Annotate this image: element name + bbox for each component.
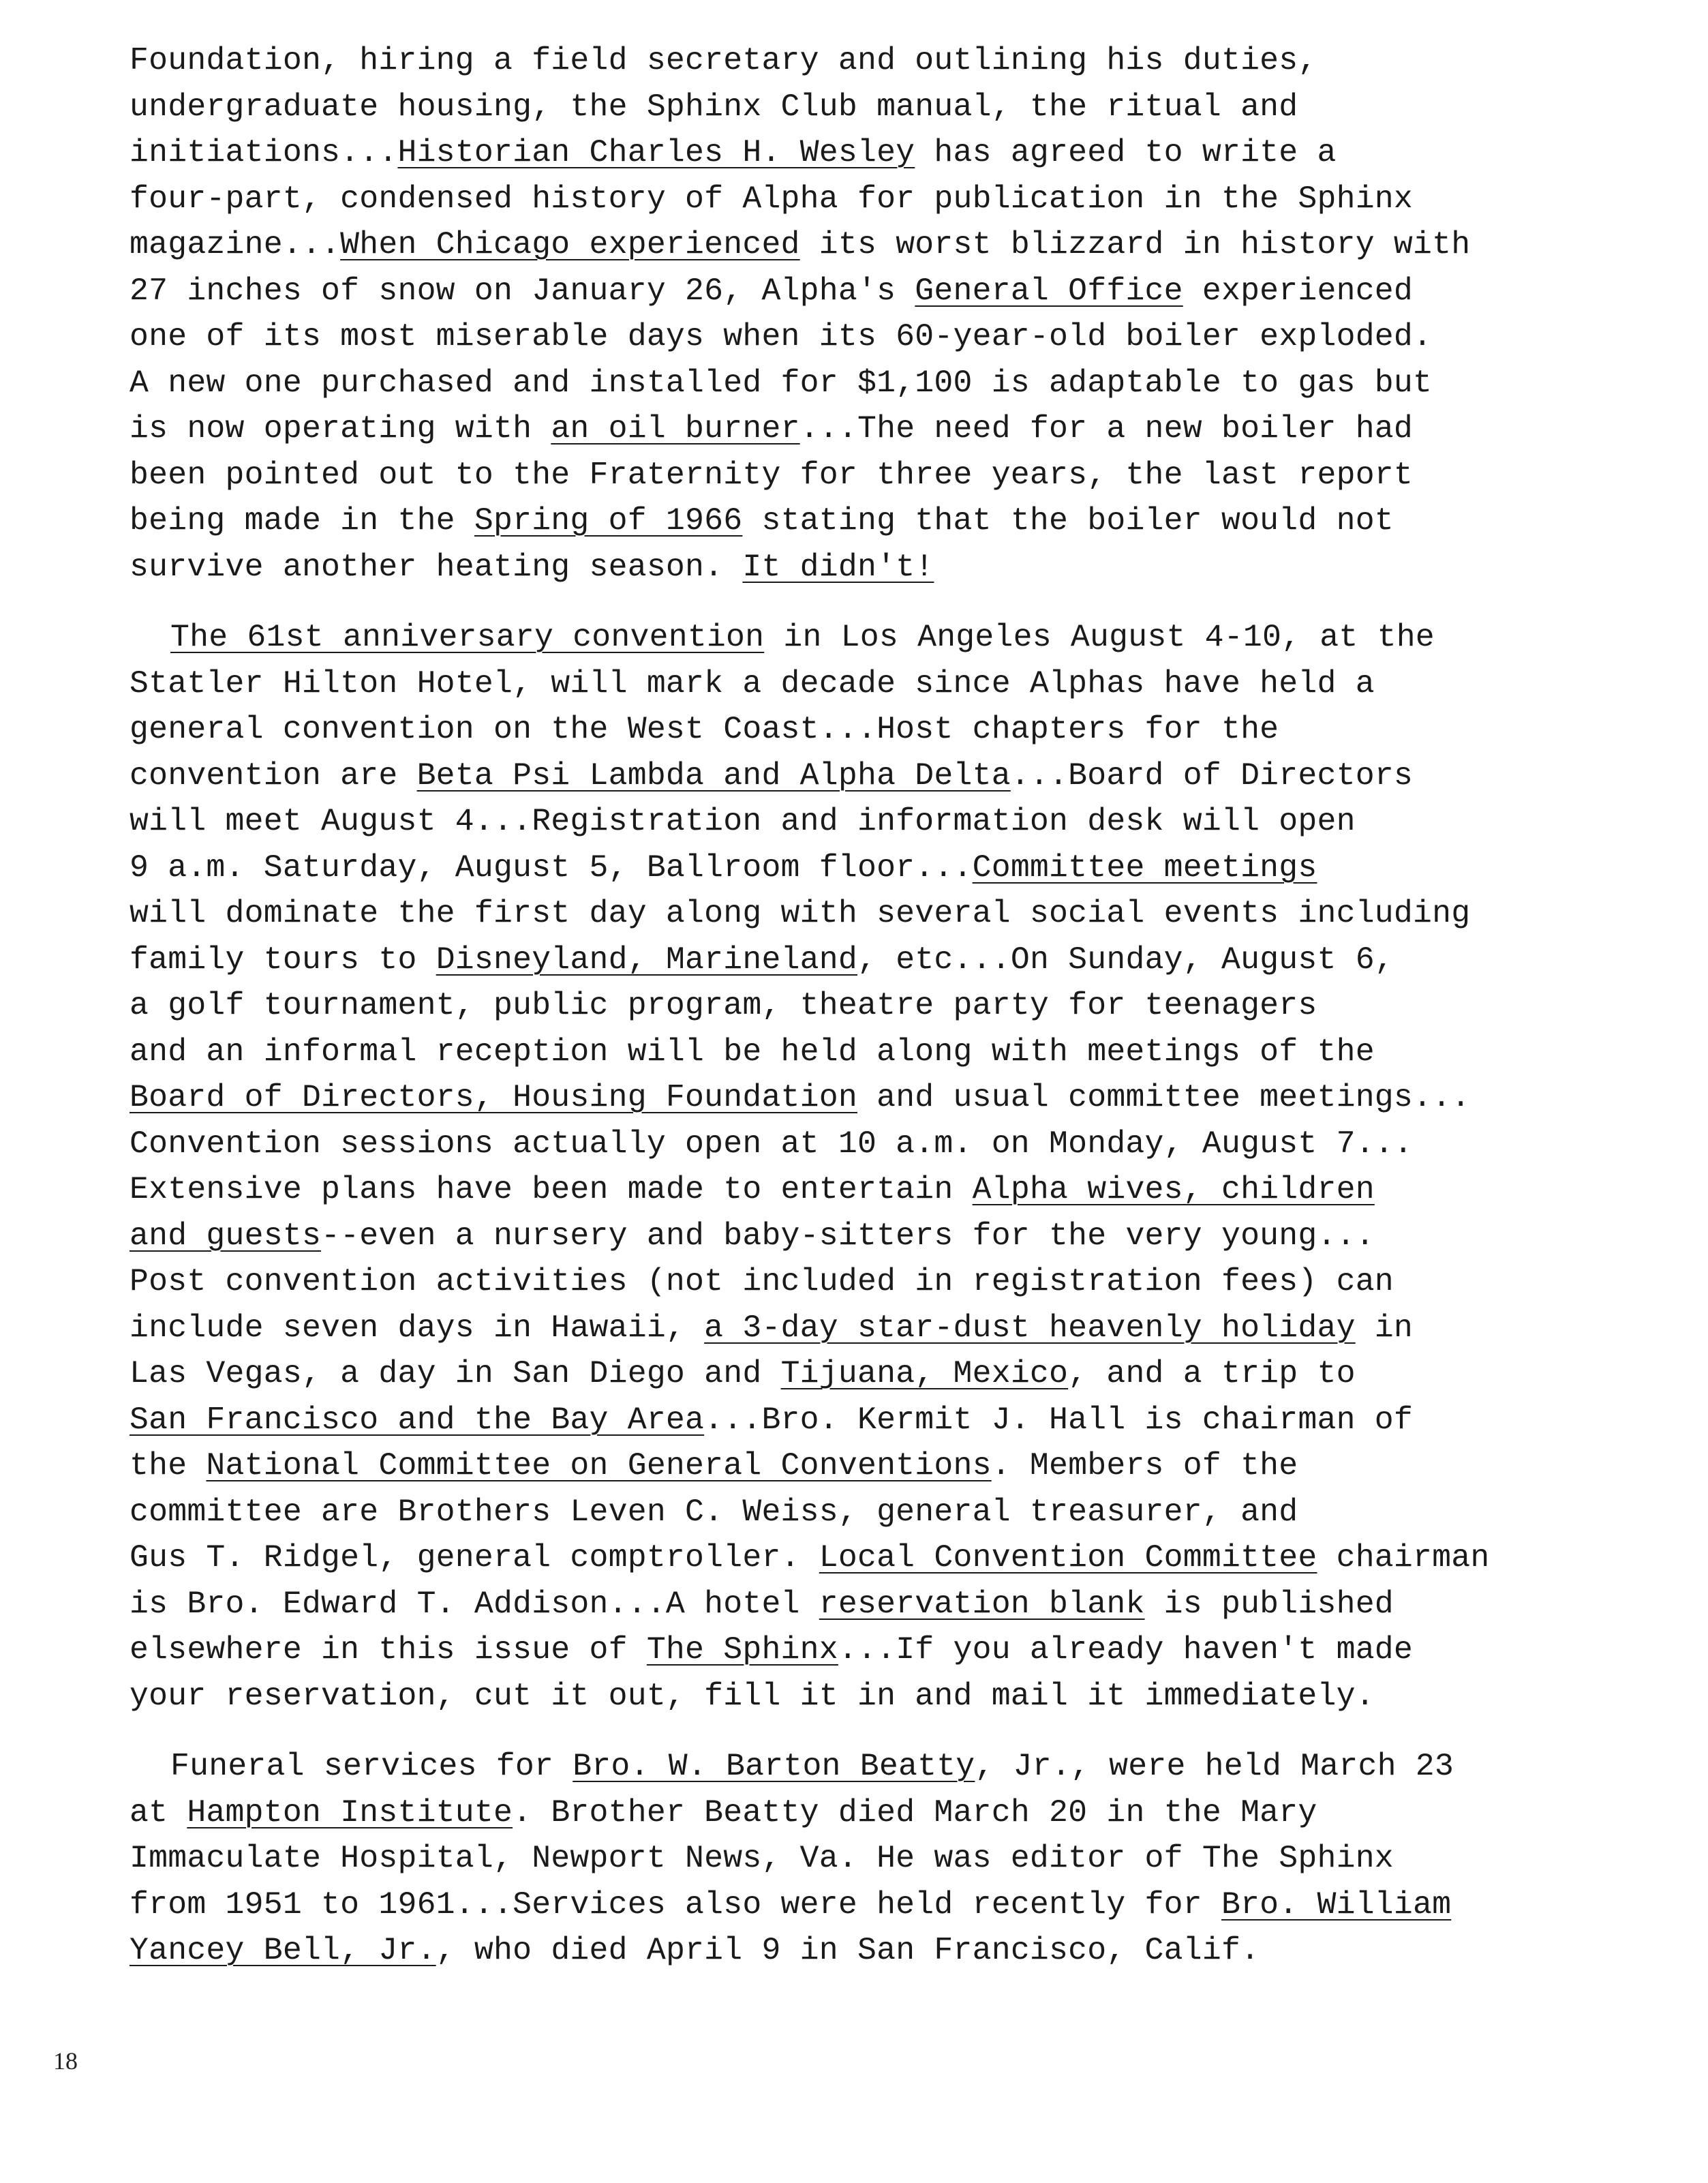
text-segment: ...Board of Directors	[1010, 757, 1414, 794]
underlined-text: Spring of 1966	[474, 502, 743, 539]
text-line	[129, 1166, 1588, 1213]
paragraph	[129, 614, 1588, 1719]
text-line	[129, 706, 1588, 753]
text-segment: Convention sessions actually open at 10 a.m. on Monday, August 7...	[129, 1125, 1414, 1162]
underlined-text: Historian Charles H. Wesley	[397, 134, 915, 170]
text-line	[129, 753, 1588, 799]
underlined-text: Hampton Institute	[187, 1794, 513, 1831]
text-segment: one of its most miserable days when its 60-year-old boiler exploded.	[129, 318, 1433, 355]
text-segment: Statler Hilton Hotel, will mark a decade since Alphas have held a	[129, 665, 1375, 702]
text-segment: in	[1355, 1309, 1414, 1346]
page-number: 18	[53, 2047, 78, 2075]
text-line	[129, 544, 1588, 590]
text-line	[129, 982, 1588, 1029]
paragraph	[129, 1743, 1588, 1974]
text-line	[129, 1213, 1588, 1259]
text-line	[129, 314, 1588, 360]
text-line	[129, 1581, 1588, 1627]
text-segment: being made in the	[129, 502, 474, 539]
text-segment: chairman	[1317, 1539, 1490, 1576]
underlined-text: National Committee on General Conventions	[206, 1447, 992, 1484]
text-line	[129, 1305, 1588, 1351]
text-segment: convention are	[129, 757, 417, 794]
text-segment: a golf tournament, public program, theatre party for teenagers	[129, 987, 1317, 1023]
text-segment: at	[129, 1794, 187, 1831]
text-line	[129, 1489, 1588, 1535]
text-segment: committee are Brothers Leven C. Weiss, general treasurer, and	[129, 1493, 1298, 1530]
underlined-text: Board of Directors, Housing Foundation	[129, 1079, 857, 1115]
underlined-text: Bro. W. Barton Beatty	[573, 1748, 975, 1784]
underlined-text: San Francisco and the Bay Area	[129, 1401, 705, 1438]
underlined-text: General Office	[915, 272, 1183, 309]
text-line	[129, 1397, 1588, 1443]
underlined-text: Local Convention Committee	[819, 1539, 1317, 1576]
underlined-text: Alpha wives, children	[972, 1171, 1375, 1207]
underlined-text: Tijuana, Mexico	[780, 1355, 1069, 1391]
text-segment: 9 a.m. Saturday, August 5, Ballroom floor...	[129, 849, 973, 886]
text-line	[129, 1835, 1588, 1882]
text-segment: elsewhere in this issue of	[129, 1631, 647, 1668]
text-line	[129, 130, 1588, 176]
underlined-text: The 61st anniversary convention	[170, 619, 765, 655]
text-line	[129, 1074, 1588, 1121]
text-segment: in Los Angeles August 4-10, at the	[764, 619, 1435, 655]
text-segment: survive another heating season.	[129, 548, 743, 585]
text-line	[129, 176, 1588, 222]
underlined-text: Committee meetings	[972, 849, 1317, 886]
text-line	[129, 1121, 1588, 1167]
text-segment: is Bro. Edward T. Addison...A hotel	[129, 1585, 819, 1622]
text-segment: is published	[1144, 1585, 1394, 1622]
text-segment: its worst blizzard in history with	[799, 226, 1471, 262]
text-line	[129, 798, 1588, 845]
text-line	[129, 1927, 1588, 1974]
text-segment: and usual committee meetings...	[857, 1079, 1471, 1115]
text-segment: from 1951 to 1961...Services also were held recently for	[129, 1886, 1221, 1923]
text-line	[129, 84, 1588, 130]
text-segment: , etc...On Sunday, August 6,	[857, 941, 1394, 978]
text-segment: , who died April 9 in San Francisco, Calif.	[436, 1932, 1260, 1968]
text-segment: magazine...	[129, 226, 341, 262]
text-line	[129, 360, 1588, 406]
underlined-text: Bro. William	[1221, 1886, 1452, 1923]
text-line	[129, 661, 1588, 707]
underlined-text: reservation blank	[819, 1585, 1145, 1622]
text-segment: , Jr., were held March 23	[975, 1748, 1454, 1784]
text-segment: family tours to	[129, 941, 436, 978]
text-segment: has agreed to write a	[915, 134, 1337, 170]
document-body	[129, 37, 1588, 1974]
text-segment: Post convention activities (not included in registration fees) can	[129, 1263, 1394, 1299]
text-segment: ...The need for a new boiler had	[799, 410, 1414, 447]
text-line	[129, 845, 1588, 891]
underlined-text: Yancey Bell, Jr.	[129, 1932, 436, 1968]
text-line	[129, 1627, 1588, 1673]
text-line	[129, 1673, 1588, 1719]
paragraph	[129, 37, 1588, 590]
text-segment: will dominate the first day along with several social events including	[129, 895, 1471, 931]
underlined-text: The Sphinx	[646, 1631, 838, 1668]
text-line	[129, 37, 1588, 84]
underlined-text: and guests	[129, 1217, 322, 1254]
text-line	[129, 1029, 1588, 1075]
text-segment: the	[129, 1447, 207, 1484]
text-segment: been pointed out to the Fraternity for three years, the last report	[129, 456, 1414, 493]
text-line	[129, 1882, 1588, 1928]
text-segment: general convention on the West Coast...Host chapters for the	[129, 711, 1279, 747]
text-line	[129, 1790, 1588, 1836]
text-line	[129, 614, 1588, 661]
text-line	[129, 1535, 1588, 1581]
text-line	[129, 1351, 1588, 1397]
text-segment: A new one purchased and installed for $1,100 is adaptable to gas but	[129, 364, 1433, 401]
text-segment: will meet August 4...Registration and information desk will open	[129, 803, 1356, 839]
text-segment: Funeral services for	[170, 1748, 573, 1784]
text-segment: four-part, condensed history of Alpha for publication in the Sphinx	[129, 180, 1414, 217]
text-segment: Gus T. Ridgel, general comptroller.	[129, 1539, 819, 1576]
text-segment: . Members of the	[991, 1447, 1298, 1484]
text-segment: Immaculate Hospital, Newport News, Va. He was editor of The Sphinx	[129, 1840, 1394, 1876]
text-line	[129, 1743, 1588, 1790]
text-segment: and an informal reception will be held along with meetings of the	[129, 1033, 1375, 1070]
text-segment: initiations...	[129, 134, 398, 170]
text-segment: is now operating with	[129, 410, 551, 447]
text-segment: experienced	[1183, 272, 1414, 309]
text-segment: ...If you already haven't made	[838, 1631, 1414, 1668]
text-segment: --even a nursery and baby-sitters for the very young...	[321, 1217, 1375, 1254]
text-line	[129, 222, 1588, 268]
text-segment: ...Bro. Kermit J. Hall is chairman of	[704, 1401, 1414, 1438]
text-line	[129, 406, 1588, 452]
underlined-text: When Chicago experienced	[340, 226, 800, 262]
text-line	[129, 937, 1588, 983]
underlined-text: a 3-day star-dust heavenly holiday	[704, 1309, 1356, 1346]
text-segment: include seven days in Hawaii,	[129, 1309, 705, 1346]
text-segment: , and a trip to	[1068, 1355, 1356, 1391]
text-segment: stating that the boiler would not	[742, 502, 1394, 539]
text-segment: Extensive plans have been made to entertain	[129, 1171, 973, 1207]
text-line	[129, 268, 1588, 314]
text-segment: Foundation, hiring a field secretary and outlining his duties,	[129, 42, 1317, 78]
text-line	[129, 452, 1588, 498]
text-segment: undergraduate housing, the Sphinx Club manual, the ritual and	[129, 88, 1298, 125]
text-segment: . Brother Beatty died March 20 in the Mary	[513, 1794, 1317, 1831]
underlined-text: It didn't!	[742, 548, 934, 585]
text-segment: Las Vegas, a day in San Diego and	[129, 1355, 781, 1391]
underlined-text: Disneyland, Marineland	[436, 941, 857, 978]
text-line	[129, 498, 1588, 544]
text-line	[129, 1259, 1588, 1305]
underlined-text: an oil burner	[551, 410, 800, 447]
text-segment: 27 inches of snow on January 26, Alpha's	[129, 272, 915, 309]
underlined-text: Beta Psi Lambda and Alpha Delta	[416, 757, 1011, 794]
text-line	[129, 1443, 1588, 1489]
text-segment: your reservation, cut it out, fill it in and mail it immediately.	[129, 1677, 1375, 1714]
text-line	[129, 890, 1588, 937]
